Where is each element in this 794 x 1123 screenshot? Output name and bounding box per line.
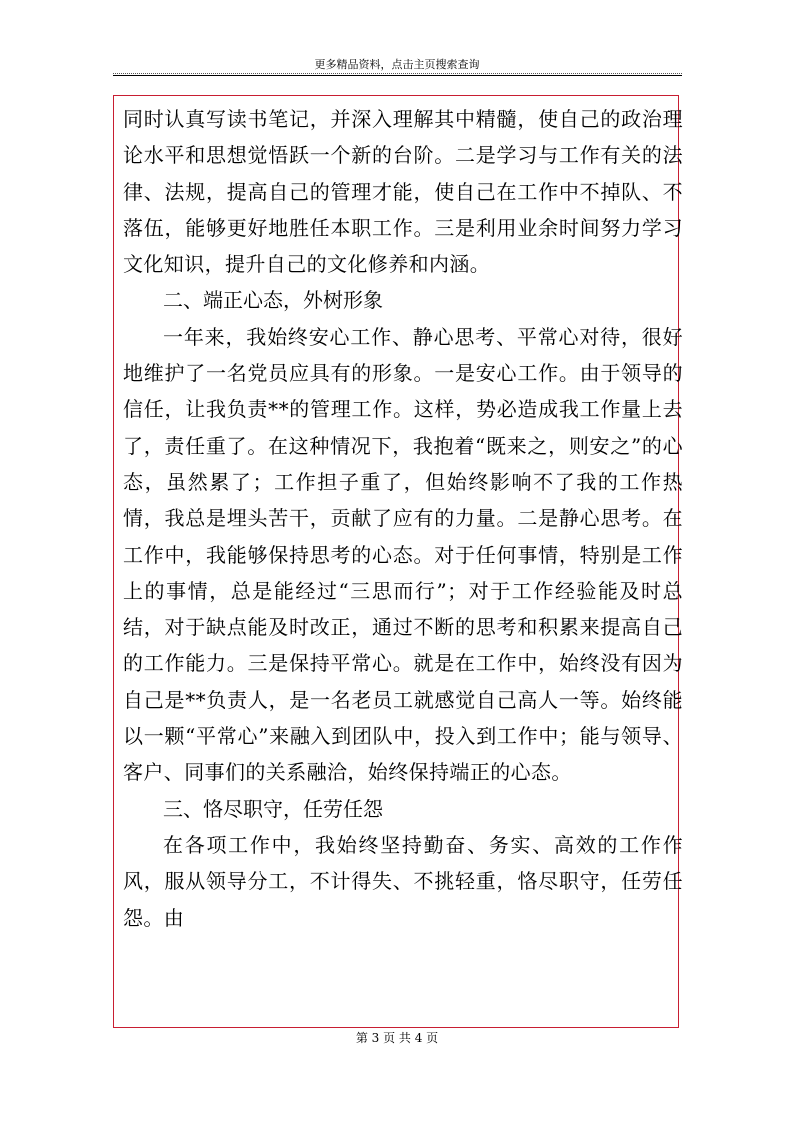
document-body <box>123 101 683 1025</box>
header-dotted-rule <box>113 73 682 74</box>
section-heading-2: 二、端正心态，外树形象 <box>163 288 383 313</box>
page-number: 第 3 页 共 4 页 <box>355 1031 439 1045</box>
page-header: 更多精品资料，点击主页搜索查询 <box>314 58 480 71</box>
section-heading-3: 三、恪尽职守，任劳任怨 <box>163 796 383 821</box>
paragraph-3: 在各项工作中，我始终坚持勤奋、务实、高效的工作作风，服从领导分工，不计得失、不挑轻重，恪尽职守，任劳任怨。由 <box>123 832 683 930</box>
header-rule <box>113 75 682 76</box>
paragraph-2: 一年来，我始终安心工作、静心思考、平常心对待，很好地维护了一名党员应具有的形象。一是安心工作。由于领导的信任，让我负责**的管理工作。这样，势必造成我工作量上去了，责任重了。在这种情况下，我抱着“既来之，则安之”的心态，虽然累了；工作担子重了，但始终影响不了我的工作热情，我总是埋头苦干，贡献了应有的力量。二是静心思考。在工作中，我能够保持思考的心态。对于任何事情，特别是工作上的事情，总是能经过“三思而行”；对于工作经验能及时总结，对于缺点能及时改正，通过不断的思考和积累来提高自己的工作能力。三是保持平常心。就是在工作中，始终没有因为自己是**负责人，是一名老员工就感觉自己高人一等。始终能以一颗“平常心”来融入到团队中，投入到工作中；能与领导、客户、同事们的关系融洽，始终保持端正的心态。 <box>123 324 683 785</box>
paragraph-1: 同时认真写读书笔记，并深入理解其中精髓，使自己的政治理论水平和思想觉悟跃一个新的台阶。二是学习与工作有关的法律、法规，提高自己的管理才能，使自己在工作中不掉队、不落伍，能够更好地胜任本职工作。三是利用业余时间努力学习文化知识，提升自己的文化修养和内涵。 <box>123 107 683 277</box>
